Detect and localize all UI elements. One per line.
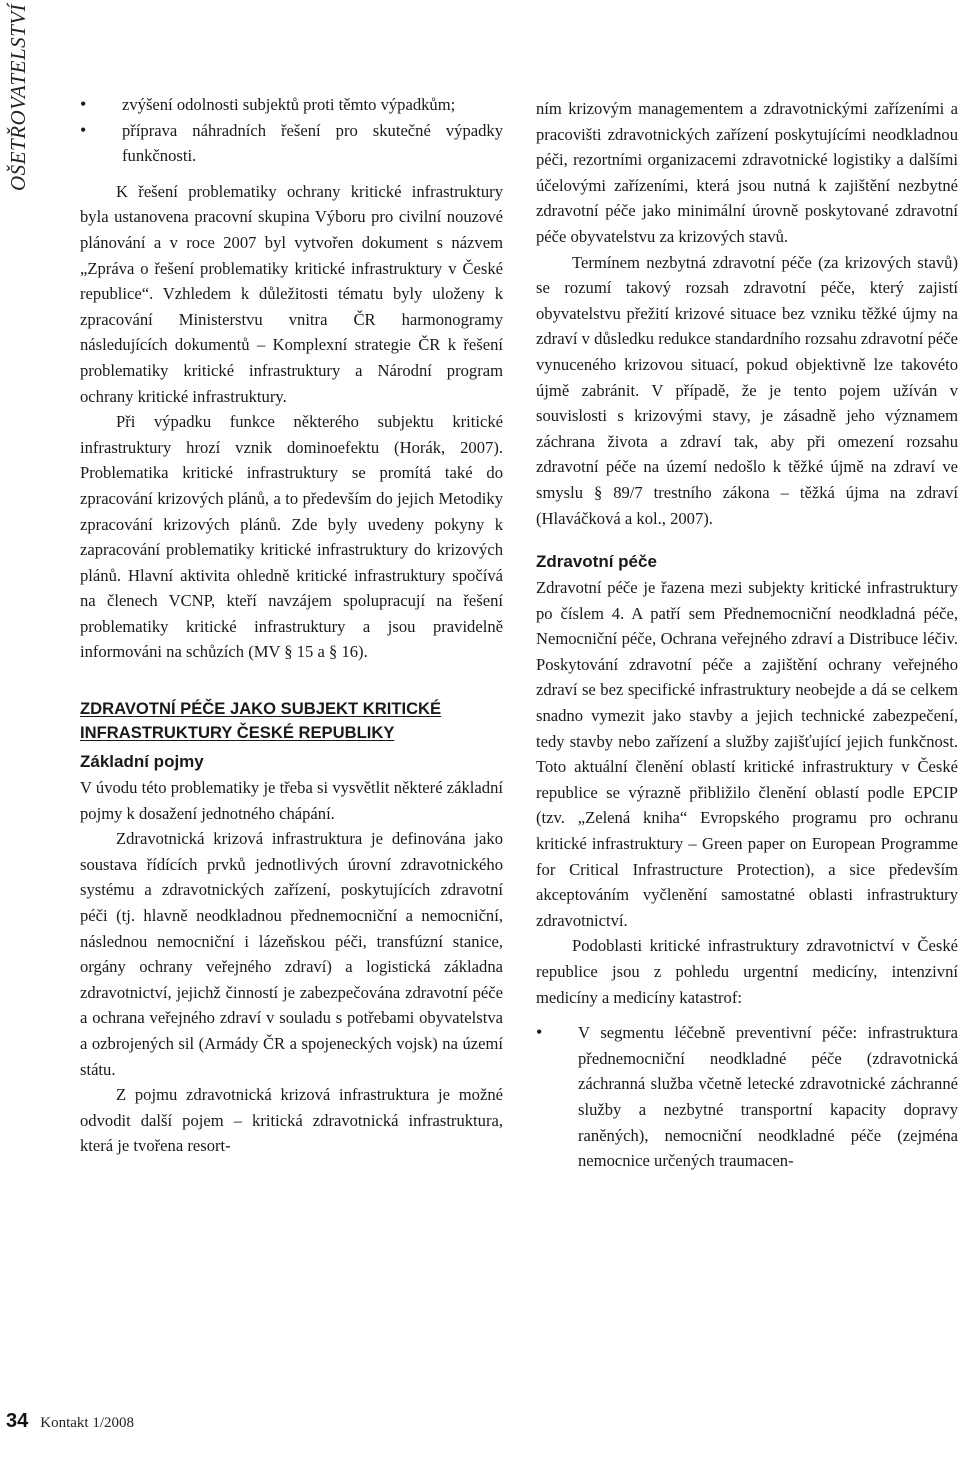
list-item [80, 118, 503, 169]
right-column [536, 96, 958, 1174]
journal-name: Kontakt 1/2008 [40, 1415, 134, 1431]
page-number: 34 [6, 1410, 29, 1432]
paragraph: Podoblasti kritické infrastruktury zdravotnictví v České republice jsou z pohledu urgentní medicíny, intenzivní medicíny a medicíny katastrof: [536, 936, 958, 1007]
paragraph: ním krizovým managementem a zdravotnickými zařízeními a pracovišti zdravotnických zařízení poskytujícími neodkladnou péči, rezortními organizacemi zdravotnické logistiky a dalšími účelovými zařízeními, která jsou nutná k zajištění nezbytné zdravotní péče jako minimální úrovně poskytované zdravotní péče obyvatelstvu za krizových stavů. [536, 99, 958, 246]
subsection-heading: Zdravotní péče [536, 552, 657, 572]
page-footer [6, 1410, 134, 1440]
paragraph: Zdravotnická krizová infrastruktura je definována jako soustava řídících prvků jednotlivých úrovní zdravotnického systému a zdravotnických zařízení, poskytujících zdravotní péči (tj. hlavně neodkladnou přednemocniční a nemocniční, následnou nemocniční i lázeňskou péči, transfúzní stanice, orgány ochrany veřejného zdraví) a logistická základna zdravotnictví, jejichž činností je zabezpečována zdravotní péče a ochrana veřejného zdraví v souladu s potřebami obyvatelstva a ozbrojených sil (Armády ČR a spojeneckých vojsk) na území státu. [80, 829, 503, 1079]
paragraph: Z pojmu zdravotnická krizová infrastruktura je možné odvodit další pojem – kritická zdravotnická infrastruktura, která je tvořena resort- [80, 1085, 503, 1156]
section-heading: ZDRAVOTNÍ PÉČE JAKO SUBJEKT KRITICKÉ INFRASTRUKTURY ČESKÉ REPUBLIKY [80, 699, 442, 743]
paragraph: Při výpadku funkce některého subjektu kritické infrastruktury hrozí vznik dominoefektu (Horák, 2007). Problematika kritické infrastruktury se promítá také do zpracování krizových plánů, a to především do jejich Metodiky zpracování krizových plánů. Zde byly uvedeny pokyny k zapracování problematiky kritické infrastruktury do krizových plánů. Hlavní aktivita ohledně kritické infrastruktury spočívá na členech VCNP, kteří navzájem spolupracují na řešení problematiky kritické infrastruktury a jsou pravidelně informováni na schůzích (MV § 15 a § 16). [80, 412, 503, 662]
list-item [536, 1020, 958, 1174]
paragraph: V úvodu této problematiky je třeba si vysvětlit některé základní pojmy k dosažení jednotného chápání. [80, 778, 503, 823]
list-item-text: příprava náhradních řešení pro skutečné výpadky funkčnosti. [122, 120, 503, 166]
bullet-icon: • [80, 94, 87, 114]
bullet-icon: • [536, 1022, 543, 1043]
list-item [80, 92, 503, 118]
bullet-icon: • [80, 119, 87, 140]
list-item-text: V segmentu léčebně preventivní péče: infrastruktura přednemocniční neodkladné péče (zdravotnická záchranná služba včetně letecké zdravotnické záchranné služby a nezbytné transportní kapacity dopravy raněných), nemocniční neodkladné péče (zejména nemocnice určených traumacen- [578, 1023, 958, 1171]
list-item-text: zvýšení odolnosti subjektů proti těmto výpadkům; [122, 95, 456, 114]
paragraph: K řešení problematiky ochrany kritické infrastruktury byla ustanovena pracovní skupina Výboru pro civilní nouzové plánování a v roce 2007 byl vytvořen dokument s názvem „Zpráva o řešení problematiky kritické infrastruktury v České republice“. Vzhledem k důležitosti tématu byly uloženy k zpracování Ministerstvu vnitra ČR harmonogramy následujících dokumentů – Komplexní strategie ČR k řešení problematiky kritické infrastruktury a Národní program ochrany kritické infrastruktury. [80, 181, 503, 406]
right-bullet-list [536, 1020, 958, 1174]
paragraph: Termínem nezbytná zdravotní péče (za krizových stavů) se rozumí takový rozsah zdravotní péče, který zajistí obyvatelstvu přežití krizové situace bez vzniku těžké újmy na zdraví v důsledku redukce standardního rozsahu zdravotní péče vynuceného krizovou situací, pokud objektivně lze takovéto újmě zabránit. V případě, že je tento pojem užíván v souvislosti s krizovými stavy, je zásadně jeho významem záchrana života a zdraví tak, aby při omezení rozsahu zdravotní péče na území nedošlo k těžké újmě na zdraví ve smyslu § 89/7 trestního zákona – těžká újma na zdraví (Hlaváčková a kol., 2007). [536, 252, 958, 528]
subsection-heading: Základní pojmy [80, 752, 204, 772]
paragraph: Zdravotní péče je řazena mezi subjekty kritické infrastruktury po číslem 4. A patří sem Přednemocniční neodkladná péče, Nemocniční péče, Ochrana veřejného zdraví a Distribuce léčiv. Poskytování zdravotní péče a zajištění ochrany veřejného zdraví se bez specifické infrastruktury neobejde a dá se celkem snadno vymezit jako stavby a jejich technické zabezpečení, tedy stavby nebo zařízení a služby zajišťující jejich funkčnost. Toto aktuální členění oblastí kritické infrastruktury v České republice se výrazně přibližilo členění oblastí podle EPCIP (tzv. „Zelená kniha“ Evropského programu pro ochranu kritické infrastruktury – Green paper on European Programme for Critical Infrastructure Protection), a sice především akceptováním vyčlenění samostatné oblasti infrastruktury zdravotnictví. [536, 578, 958, 930]
left-bullet-list [80, 92, 503, 169]
left-column [80, 92, 503, 1159]
section-label: OŠETŘOVATELSTVÍ [6, 4, 30, 192]
